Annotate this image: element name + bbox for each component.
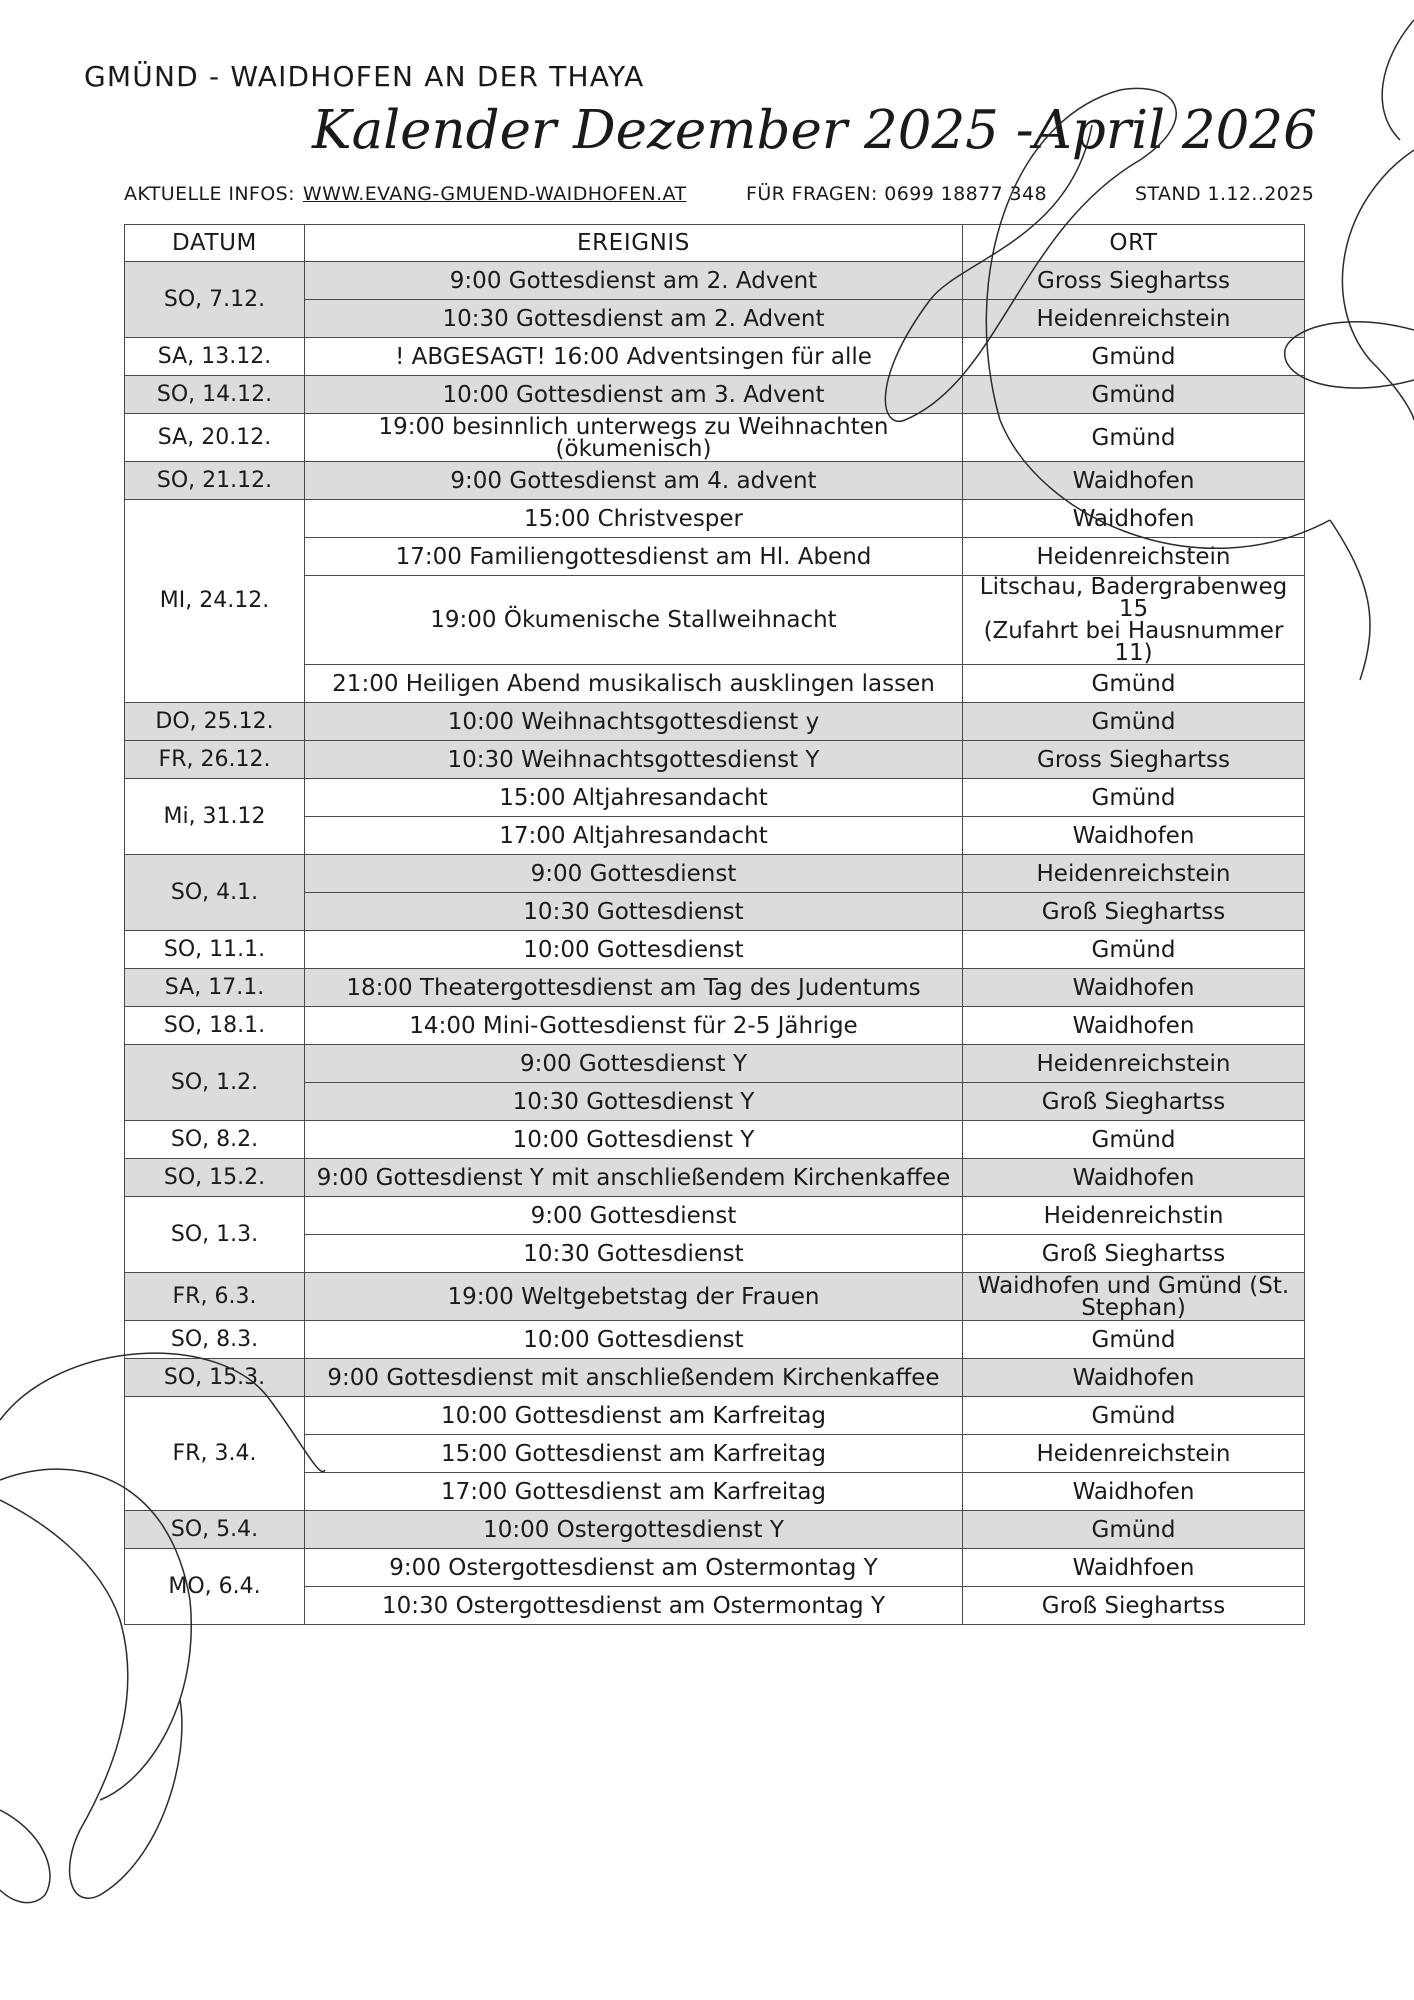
location-cell bbox=[963, 300, 1305, 338]
table-row bbox=[125, 779, 1305, 817]
event-text: 17:00 Gottesdienst am Karfreitag bbox=[440, 1478, 827, 1505]
location-text: Heidenreichstein bbox=[1036, 305, 1231, 332]
location-text: Heidenreichstein bbox=[1036, 1440, 1231, 1467]
calendar-title: Kalender Dezember 2025 -April 2026 bbox=[312, 100, 1317, 161]
event-text: 10:00 Weihnachtsgottesdienst y bbox=[447, 708, 820, 735]
table-row bbox=[125, 1273, 1305, 1321]
location-cell bbox=[963, 1197, 1305, 1235]
event-text: 19:00 Ökumenische Stallweihnacht bbox=[430, 607, 837, 633]
swirl-right-curve bbox=[1342, 150, 1414, 420]
table-row bbox=[125, 414, 1305, 462]
location-cell bbox=[963, 1435, 1305, 1473]
event-text: 9:00 Gottesdienst bbox=[530, 860, 737, 887]
date-cell: MI, 24.12. bbox=[125, 500, 305, 703]
location-text: Heidenreichstein bbox=[1036, 1050, 1231, 1077]
table-row bbox=[125, 1007, 1305, 1045]
location-text: Gmünd bbox=[1091, 381, 1176, 408]
location-text: Gmünd bbox=[1091, 424, 1176, 451]
location-text: Waidhofen und Gmünd (St. bbox=[977, 1272, 1290, 1299]
location-text: Heidenreichstein bbox=[1036, 860, 1231, 887]
event-cell bbox=[305, 1359, 963, 1397]
location-text: Waidhofen bbox=[1072, 467, 1195, 494]
location-cell bbox=[963, 1083, 1305, 1121]
location-text: Groß Sieghartss bbox=[1041, 1088, 1226, 1115]
event-cell bbox=[305, 1235, 963, 1273]
location-text: Gmünd bbox=[1091, 936, 1176, 963]
event-cell bbox=[305, 1321, 963, 1359]
table-row bbox=[125, 1511, 1305, 1549]
event-cell bbox=[305, 665, 963, 703]
location-text: Litschau, Badergrabenweg 15 bbox=[979, 574, 1288, 622]
location-cell bbox=[963, 1007, 1305, 1045]
event-text: 10:30 Ostergottesdienst am Ostermontag Y bbox=[381, 1592, 885, 1619]
location-cell bbox=[963, 855, 1305, 893]
contact-phone: FÜR FRAGEN: 0699 18877 348 bbox=[746, 183, 1048, 205]
table-row bbox=[125, 703, 1305, 741]
location-cell bbox=[963, 338, 1305, 376]
location-text: Groß Sieghartss bbox=[1041, 898, 1226, 925]
table-row bbox=[125, 1397, 1305, 1435]
location-text: Gmünd bbox=[1091, 1326, 1176, 1353]
table-row bbox=[125, 855, 1305, 893]
date-cell: SA, 17.1. bbox=[125, 969, 305, 1007]
info-label: AKTUELLE INFOS: bbox=[124, 183, 295, 205]
location-cell bbox=[963, 1473, 1305, 1511]
event-text: 9:00 Gottesdienst bbox=[530, 1202, 737, 1229]
event-cell bbox=[305, 1197, 963, 1235]
event-text: 15:00 Gottesdienst am Karfreitag bbox=[440, 1440, 827, 1467]
event-text: 9:00 Ostergottesdienst am Ostermontag Y bbox=[389, 1554, 878, 1581]
table-row bbox=[125, 1321, 1305, 1359]
location-cell bbox=[963, 1159, 1305, 1197]
event-cell bbox=[305, 1083, 963, 1121]
column-header-ereignis: EREIGNIS bbox=[305, 225, 963, 262]
event-cell bbox=[305, 741, 963, 779]
event-text: 15:00 Christvesper bbox=[523, 505, 744, 532]
event-text: 9:00 Gottesdienst Y bbox=[519, 1050, 748, 1077]
location-text: Waidhofen bbox=[1072, 1012, 1195, 1039]
location-cell bbox=[963, 1121, 1305, 1159]
location-text: Gmünd bbox=[1091, 343, 1176, 370]
event-text: 9:00 Gottesdienst mit anschließendem Kirchenkaffee bbox=[327, 1364, 940, 1391]
location-cell bbox=[963, 538, 1305, 576]
location-text: Waidhofen bbox=[1072, 1164, 1195, 1191]
location-cell bbox=[963, 779, 1305, 817]
table-row bbox=[125, 1159, 1305, 1197]
location-cell bbox=[963, 500, 1305, 538]
location-text: Gmünd bbox=[1091, 1516, 1176, 1543]
column-header-datum: DATUM bbox=[125, 225, 305, 262]
event-cell bbox=[305, 576, 963, 665]
location-text: Waidhofen bbox=[1072, 974, 1195, 1001]
event-text: 9:00 Gottesdienst Y mit anschließendem Kirchenkaffee bbox=[316, 1164, 951, 1191]
event-cell bbox=[305, 1397, 963, 1435]
table-row bbox=[125, 376, 1305, 414]
date-cell: MO, 6.4. bbox=[125, 1549, 305, 1625]
date-cell: DO, 25.12. bbox=[125, 703, 305, 741]
table-row bbox=[125, 741, 1305, 779]
event-text: 10:30 Gottesdienst bbox=[523, 1240, 744, 1267]
date-cell: SO, 5.4. bbox=[125, 1511, 305, 1549]
location-cell bbox=[963, 262, 1305, 300]
date-cell: SO, 8.3. bbox=[125, 1321, 305, 1359]
swirl-right-tail bbox=[1330, 520, 1370, 680]
location-cell bbox=[963, 1511, 1305, 1549]
location-text-line2: Stephan) bbox=[1081, 1294, 1186, 1321]
date-cell: SO, 7.12. bbox=[125, 262, 305, 338]
event-text: 14:00 Mini-Gottesdienst für 2-5 Jährige bbox=[409, 1012, 858, 1039]
location-text: Waidhofen bbox=[1072, 505, 1195, 532]
event-cell bbox=[305, 538, 963, 576]
location-text: Waidhfoen bbox=[1072, 1554, 1195, 1581]
location-cell bbox=[963, 1549, 1305, 1587]
date-cell: FR, 3.4. bbox=[125, 1397, 305, 1511]
table-row bbox=[125, 1197, 1305, 1235]
location-cell bbox=[963, 576, 1305, 665]
event-text: 9:00 Gottesdienst am 4. advent bbox=[450, 467, 817, 494]
event-text-line2: (ökumenisch) bbox=[555, 435, 712, 462]
location-text: Groß Sieghartss bbox=[1041, 1592, 1226, 1619]
date-cell: SA, 20.12. bbox=[125, 414, 305, 462]
location-text: Gross Sieghartss bbox=[1037, 267, 1230, 294]
event-text: 18:00 Theatergottesdienst am Tag des Judentums bbox=[346, 974, 921, 1001]
date-cell: SO, 15.2. bbox=[125, 1159, 305, 1197]
date-cell: FR, 6.3. bbox=[125, 1273, 305, 1321]
table-row bbox=[125, 500, 1305, 538]
event-cell bbox=[305, 376, 963, 414]
table-row bbox=[125, 1549, 1305, 1587]
date-cell: SO, 1.3. bbox=[125, 1197, 305, 1273]
date-cell: SO, 18.1. bbox=[125, 1007, 305, 1045]
date-cell: SO, 14.12. bbox=[125, 376, 305, 414]
column-header-ort: ORT bbox=[963, 225, 1305, 262]
event-cell bbox=[305, 1435, 963, 1473]
event-cell bbox=[305, 500, 963, 538]
location-text: Waidhofen bbox=[1072, 1364, 1195, 1391]
info-line bbox=[124, 183, 686, 205]
date-cell: SO, 11.1. bbox=[125, 931, 305, 969]
table-row bbox=[125, 1045, 1305, 1083]
event-cell bbox=[305, 338, 963, 376]
table-header-row bbox=[125, 225, 1305, 262]
table-row bbox=[125, 462, 1305, 500]
location-text: Heidenreichstein bbox=[1036, 543, 1231, 570]
event-cell bbox=[305, 1473, 963, 1511]
location-cell bbox=[963, 741, 1305, 779]
location-text: Gmünd bbox=[1091, 708, 1176, 735]
table-row bbox=[125, 1121, 1305, 1159]
location-cell bbox=[963, 1359, 1305, 1397]
date-cell: FR, 26.12. bbox=[125, 741, 305, 779]
location-text: Waidhofen bbox=[1072, 822, 1195, 849]
date-cell: SO, 1.2. bbox=[125, 1045, 305, 1121]
location-cell bbox=[963, 969, 1305, 1007]
date-cell: Mi, 31.12 bbox=[125, 779, 305, 855]
event-cell bbox=[305, 1159, 963, 1197]
event-text: 10:00 Gottesdienst bbox=[523, 936, 744, 963]
event-text: 10:00 Gottesdienst Y bbox=[512, 1126, 755, 1153]
organization-name: GMÜND - WAIDHOFEN AN DER THAYA bbox=[84, 60, 645, 93]
event-text: 10:00 Gottesdienst am Karfreitag bbox=[440, 1402, 827, 1429]
location-text: Gmünd bbox=[1091, 670, 1176, 697]
swirl-bottom-left-inner bbox=[0, 1810, 50, 1903]
event-cell bbox=[305, 855, 963, 893]
website-link[interactable]: WWW.EVANG-GMUEND-WAIDHOFEN.AT bbox=[302, 183, 687, 205]
event-text: 10:00 Gottesdienst am 3. Advent bbox=[442, 381, 825, 408]
event-text: 10:00 Gottesdienst bbox=[523, 1326, 744, 1353]
event-cell bbox=[305, 969, 963, 1007]
location-text: Groß Sieghartss bbox=[1041, 1240, 1226, 1267]
event-text: 9:00 Gottesdienst am 2. Advent bbox=[449, 267, 818, 294]
location-cell bbox=[963, 703, 1305, 741]
event-text: 10:30 Gottesdienst am 2. Advent bbox=[442, 305, 825, 332]
table-row bbox=[125, 931, 1305, 969]
location-text: Gross Sieghartss bbox=[1037, 746, 1230, 773]
table-row bbox=[125, 338, 1305, 376]
location-text: Heidenreichstin bbox=[1043, 1202, 1224, 1229]
location-text: Gmünd bbox=[1091, 784, 1176, 811]
location-cell bbox=[963, 1045, 1305, 1083]
event-cell bbox=[305, 931, 963, 969]
location-cell bbox=[963, 1321, 1305, 1359]
schedule-table bbox=[124, 224, 1305, 1625]
table-row bbox=[125, 262, 1305, 300]
event-cell bbox=[305, 462, 963, 500]
date-cell: SO, 4.1. bbox=[125, 855, 305, 931]
location-text: Waidhofen bbox=[1072, 1478, 1195, 1505]
event-text: 10:30 Weihnachtsgottesdienst Y bbox=[447, 746, 820, 773]
event-cell bbox=[305, 1511, 963, 1549]
event-text: ! ABGESAGT! 16:00 Adventsingen für alle bbox=[395, 343, 872, 370]
event-cell bbox=[305, 300, 963, 338]
event-text: 21:00 Heiligen Abend musikalisch ausklingen lassen bbox=[332, 670, 935, 697]
location-cell bbox=[963, 1235, 1305, 1273]
location-cell bbox=[963, 1273, 1305, 1321]
location-text: Gmünd bbox=[1091, 1126, 1176, 1153]
event-cell bbox=[305, 1587, 963, 1625]
table-row bbox=[125, 1359, 1305, 1397]
location-cell bbox=[963, 1587, 1305, 1625]
event-cell bbox=[305, 893, 963, 931]
event-cell bbox=[305, 703, 963, 741]
event-text: 17:00 Familiengottesdienst am Hl. Abend bbox=[395, 543, 872, 570]
location-cell bbox=[963, 414, 1305, 462]
date-cell: SO, 8.2. bbox=[125, 1121, 305, 1159]
location-text-line2: (Zufahrt bei Hausnummer 11) bbox=[983, 618, 1284, 666]
location-cell bbox=[963, 462, 1305, 500]
date-cell: SO, 21.12. bbox=[125, 462, 305, 500]
date-cell: SO, 15.3. bbox=[125, 1359, 305, 1397]
event-cell bbox=[305, 1007, 963, 1045]
event-cell bbox=[305, 1549, 963, 1587]
event-text: 19:00 besinnlich unterwegs zu Weihnachten bbox=[378, 413, 889, 440]
location-cell bbox=[963, 1397, 1305, 1435]
table-row bbox=[125, 969, 1305, 1007]
event-text: 10:30 Gottesdienst bbox=[523, 898, 744, 925]
swirl-top-right-loop bbox=[1382, 20, 1414, 140]
schedule-body bbox=[125, 262, 1305, 1625]
event-text: 17:00 Altjahresandacht bbox=[499, 822, 768, 849]
event-cell bbox=[305, 817, 963, 855]
location-cell bbox=[963, 665, 1305, 703]
event-cell bbox=[305, 1045, 963, 1083]
event-text: 10:00 Ostergottesdienst Y bbox=[483, 1516, 784, 1543]
event-cell bbox=[305, 262, 963, 300]
stand-date: STAND 1.12..2025 bbox=[1135, 183, 1315, 205]
event-cell bbox=[305, 1273, 963, 1321]
event-cell bbox=[305, 414, 963, 462]
event-text: 10:30 Gottesdienst Y bbox=[512, 1088, 755, 1115]
location-text: Gmünd bbox=[1091, 1402, 1176, 1429]
location-cell bbox=[963, 376, 1305, 414]
event-cell bbox=[305, 1121, 963, 1159]
event-text: 19:00 Weltgebetstag der Frauen bbox=[447, 1283, 820, 1310]
date-cell: SA, 13.12. bbox=[125, 338, 305, 376]
event-text: 15:00 Altjahresandacht bbox=[499, 784, 768, 811]
event-cell bbox=[305, 779, 963, 817]
location-cell bbox=[963, 931, 1305, 969]
location-cell bbox=[963, 893, 1305, 931]
location-cell bbox=[963, 817, 1305, 855]
